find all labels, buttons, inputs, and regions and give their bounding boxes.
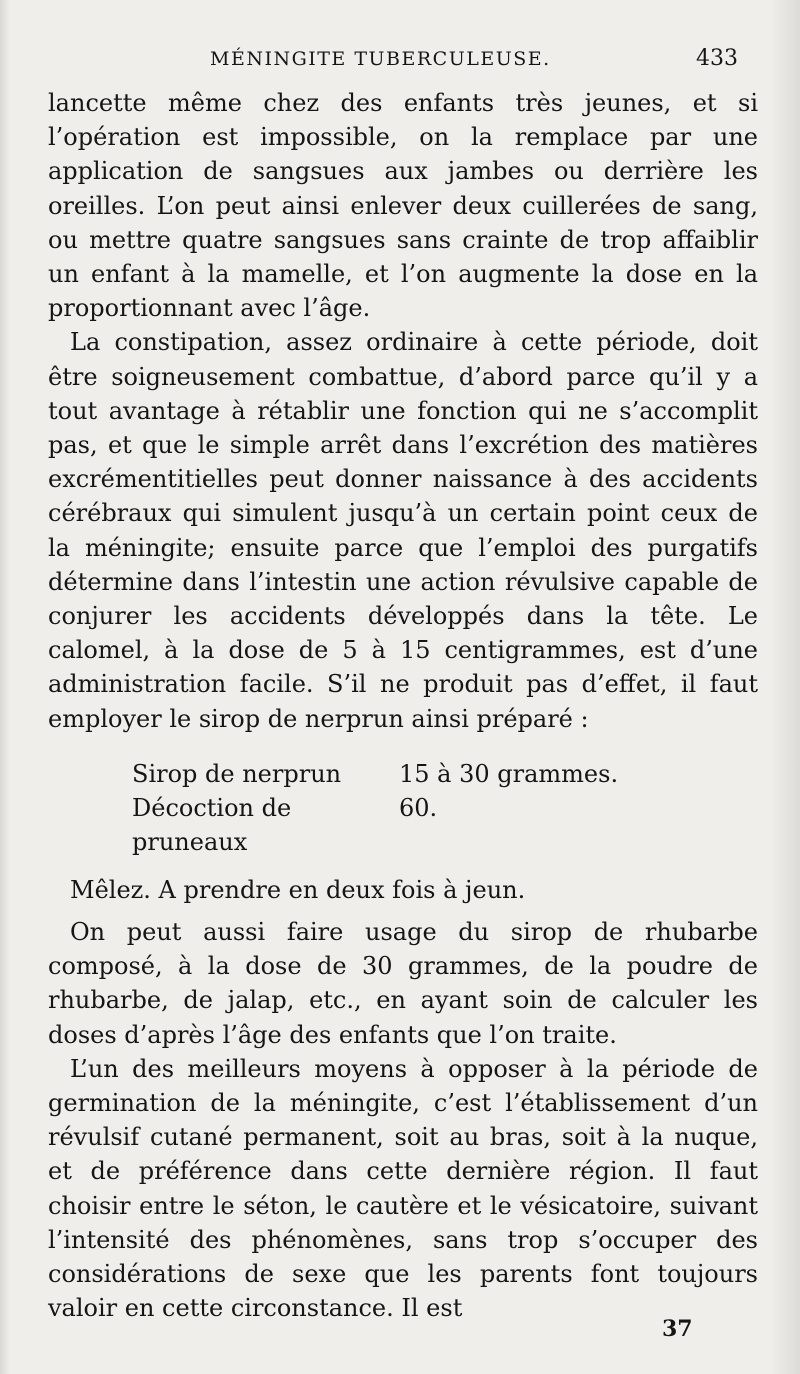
paragraph-constipation: La constipation, assez ordinaire à cette période, doit être soigneusement combattue, d’abord parce qu’il y a tout avantage à rétablir une fonction qui ne s’accomplit pas, et que le simple arrêt dans l’excrétion des matières excrémentitielles peut donner naissance à des accidents cérébraux qui simulent jusqu’à un certain point ceux de la méningite; ensuite parce que l’emploi des purgatifs détermine dans l’intestin une action révulsive capable de conjurer les accidents développés dans la tête. Le calomel, à la dose de 5 à 15 centigrammes, est d’une administration facile. S’il ne produit pas d’effet, il faut employer le sirop de nerprun ainsi préparé : bbox=[48, 328, 758, 733]
paragraph-rhubarb: On peut aussi faire usage du sirop de rhubarbe composé, à la dose de 30 grammes, de la poudre de rhubarbe, de jalap, etc., en ayant soin de calculer les doses d’après l’âge des enfants que l’on traite. bbox=[48, 918, 758, 1049]
recipe-ingredient: Décoction de pruneaux bbox=[132, 793, 292, 856]
recipe-ingredient: Sirop de nerprun bbox=[132, 759, 342, 788]
page-body bbox=[48, 86, 758, 1326]
signature-mark: 37 bbox=[662, 1316, 693, 1342]
recipe-block bbox=[132, 757, 758, 859]
recipe-amount: 15 à 30 grammes. bbox=[399, 759, 619, 788]
recipe-row bbox=[132, 791, 758, 859]
recipe-row bbox=[132, 757, 758, 791]
paragraph-revulsive: L’un des meilleurs moyens à opposer à la période de germination de la méningite, c’est l’établissement d’un révulsif cutané permanent, soit au bras, soit à la nuque, et de préférence dans cette dernière région. Il faut choisir entre le séton, le cautère et le vésicatoire, suivant l’intensité des phénomènes, sans trop s’occuper des considérations de sexe que les parents font toujours valoir en cette circonstance. Il est bbox=[48, 1054, 758, 1323]
paragraph-bleeding: lancette même chez des enfants très jeunes, et si l’opération est impossible, on la remplace par une application de sangsues aux jambes ou derrière les oreilles. L’on peut ainsi enlever deux cuillerées de sang, ou mettre quatre sangsues sans crainte de trop affaiblir un enfant à la mamelle, et l’on augmente la dose en la proportionnant avec l’âge. bbox=[48, 89, 758, 323]
recipe-amount: 60. bbox=[399, 793, 438, 822]
running-head: MÉNINGITE TUBERCULEUSE. bbox=[210, 48, 551, 70]
page-number: 433 bbox=[696, 46, 738, 71]
page-header bbox=[48, 44, 758, 74]
recipe-instruction: Mêlez. A prendre en deux fois à jeun. bbox=[70, 875, 526, 904]
